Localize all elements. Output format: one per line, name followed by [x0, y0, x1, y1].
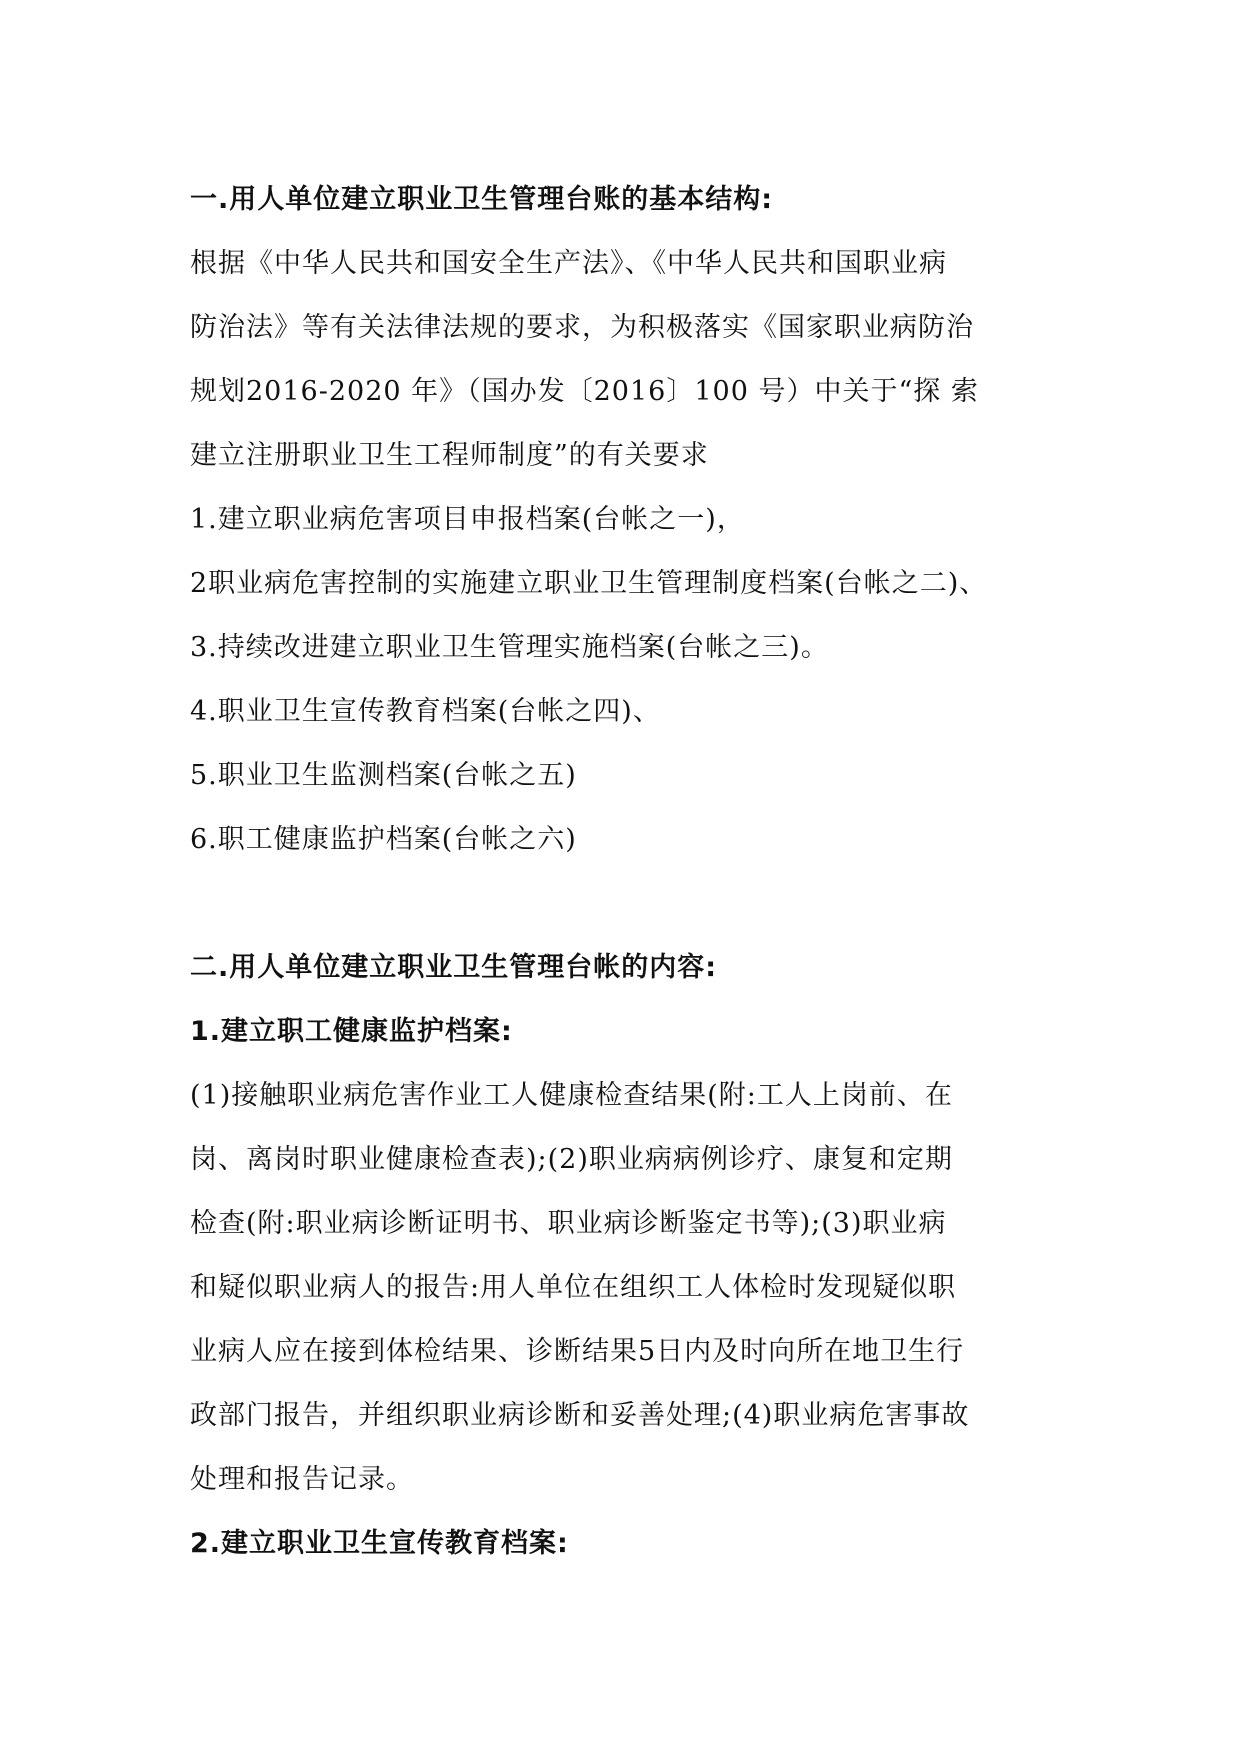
- section2-sub1-line: 业病人应在接到体检结果、诊断结果5日内及时向所在地卫生行: [190, 1336, 965, 1367]
- section1-intro-line: 规划2016-2020 年》（国办发〔2016〕100 号）中关于“探 索: [190, 376, 979, 407]
- section1-list-item: 2职业病危害控制的实施建立职业卫生管理制度档案(台帐之二)、: [190, 568, 988, 599]
- section2-sub1-line: 处理和报告记录。: [190, 1464, 414, 1495]
- section2-heading: 二.用人单位建立职业卫生管理台帐的内容:: [190, 952, 718, 983]
- document-body: [190, 168, 1070, 1576]
- section2-sub1-line: 政部门报告，并组织职业病诊断和妥善处理;(4)职业病危害事故: [190, 1400, 970, 1431]
- section1-list-item: 5.职业卫生监测档案(台帐之五): [190, 760, 577, 791]
- section2-sub1-line: 检查(附:职业病诊断证明书、职业病诊断鉴定书等);(3)职业病: [190, 1208, 947, 1239]
- section1-heading: 一.用人单位建立职业卫生管理台账的基本结构:: [190, 184, 774, 215]
- section1-intro-line: 根据《中华人民共和国安全生产法》、《中华人民共和国职业病: [190, 248, 947, 279]
- section2-sub1-line: 和疑似职业病人的报告:用人单位在组织工人体检时发现疑似职: [190, 1272, 957, 1303]
- section-spacer: [190, 872, 1070, 936]
- section1-list-item: 4.职业卫生宣传教育档案(台帐之四)、: [190, 696, 661, 727]
- section2-sub1-line: 岗、离岗时职业健康检查表);(2)职业病病例诊疗、康复和定期: [190, 1144, 953, 1175]
- section2-sub2-heading: 2.建立职业卫生宣传教育档案:: [190, 1528, 569, 1559]
- section2-sub1-heading: 1.建立职工健康监护档案:: [190, 1016, 513, 1047]
- section1-list-item: 3.持续改进建立职业卫生管理实施档案(台帐之三)。: [190, 632, 829, 663]
- section1-intro-line: 防治法》等有关法律法规的要求，为积极落实《国家职业病防治: [190, 312, 974, 343]
- section1-list-item: 1.建立职业病危害项目申报档案(台帐之一)，: [190, 504, 745, 535]
- section1-intro-line: 建立注册职业卫生工程师制度”的有关要求: [190, 440, 709, 471]
- section1-list-item: 6.职工健康监护档案(台帐之六): [190, 824, 577, 855]
- section2-sub1-line: (1)接触职业病危害作业工人健康检查结果(附:工人上岗前、在: [190, 1080, 953, 1111]
